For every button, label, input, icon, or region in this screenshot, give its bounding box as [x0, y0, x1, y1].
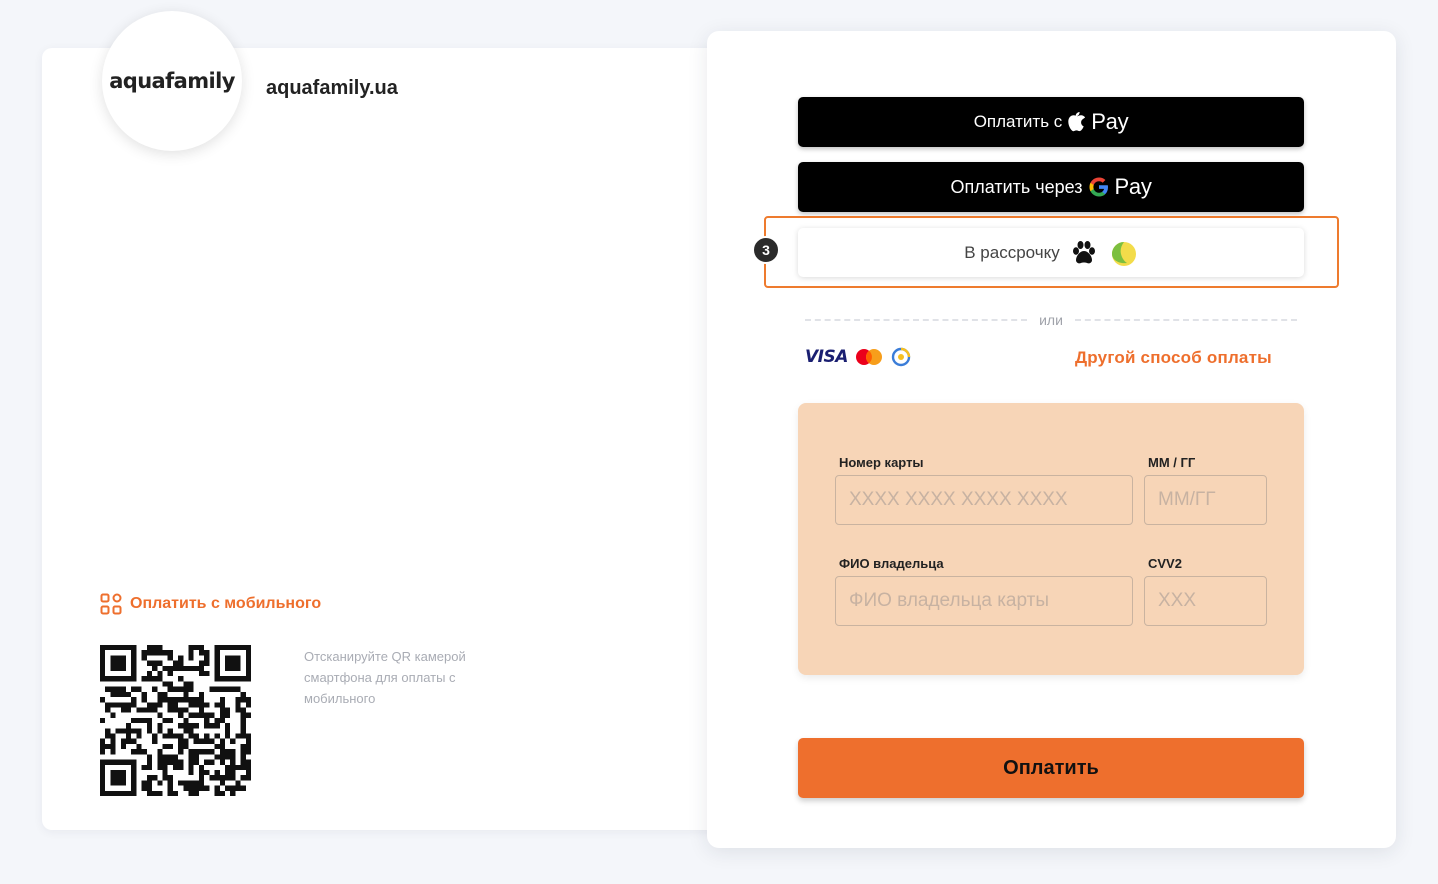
qr-code[interactable]	[100, 645, 251, 796]
pay-with-mobile-label: Оплатить с мобильного	[130, 595, 322, 612]
prostir-icon	[890, 346, 912, 368]
google-g-icon	[1089, 177, 1109, 197]
google-pay-prefix: Оплатить через	[950, 176, 1083, 197]
logo-text: aquafamily	[109, 69, 235, 93]
holder-name-input[interactable]	[835, 576, 1133, 626]
cvv-input[interactable]	[1144, 576, 1267, 626]
paw-icon	[1070, 240, 1098, 266]
visa-logo: VISA	[805, 347, 848, 367]
or-divider	[805, 310, 1297, 330]
apple-pay-button[interactable]	[798, 97, 1304, 147]
google-pay-button[interactable]	[798, 162, 1304, 212]
expiry-input[interactable]	[1144, 475, 1267, 525]
or-label: или	[1039, 312, 1063, 328]
apple-pay-word: Pay	[1091, 109, 1129, 134]
step-badge: 3	[752, 236, 780, 264]
google-pay-word: Pay	[1114, 174, 1152, 199]
card-brands	[805, 346, 912, 368]
card-number-label: Номер карты	[839, 455, 924, 470]
divider-line-left	[805, 319, 1027, 321]
qr-description: Отсканируйте QR камерой смартфона для оплаты с мобильного	[304, 649, 466, 706]
mastercard-icon	[854, 348, 884, 366]
installment-button[interactable]	[798, 228, 1304, 277]
qr-grid-icon	[100, 593, 122, 615]
apple-logo-icon	[1068, 112, 1085, 132]
merchant-name: aquafamily.ua	[266, 77, 398, 99]
expiry-label: ММ / ГГ	[1148, 455, 1196, 470]
card-number-input[interactable]	[835, 475, 1133, 525]
partner-logo-icon	[1108, 238, 1138, 268]
other-payment-method-link[interactable]: Другой способ оплаты	[1075, 348, 1272, 367]
card-form	[798, 403, 1304, 675]
cvv-label: CVV2	[1148, 556, 1182, 571]
holder-name-label: ФИО владельца	[839, 556, 944, 571]
pay-with-mobile-link[interactable]	[100, 593, 321, 615]
divider-line-right	[1075, 319, 1297, 321]
installment-label: В рассрочку	[964, 242, 1060, 262]
merchant-logo	[102, 11, 242, 151]
apple-pay-prefix: Оплатить с	[973, 112, 1063, 131]
submit-payment-button[interactable]: Оплатить	[798, 738, 1304, 798]
